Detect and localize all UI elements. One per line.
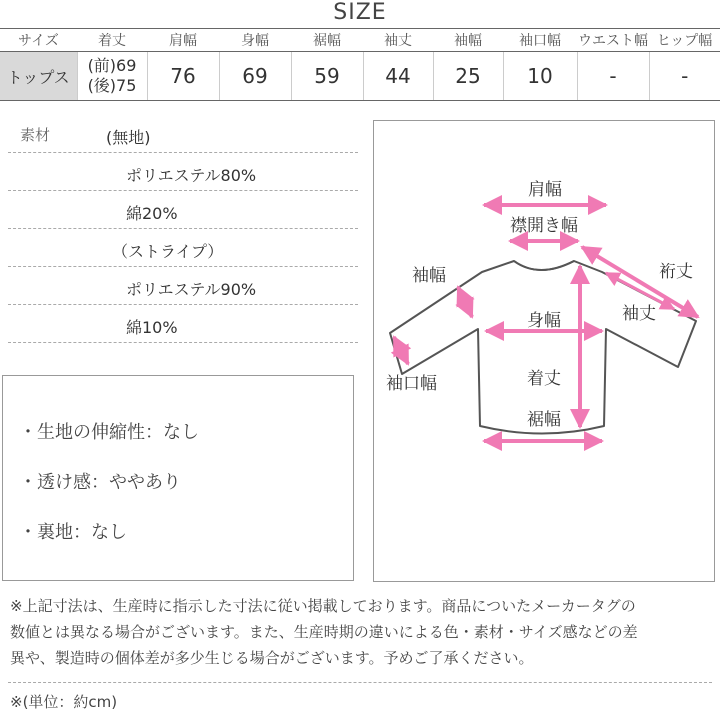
cell-waist: - <box>577 52 649 101</box>
cell-cuff: 10 <box>503 52 577 101</box>
header-sleeve-length: 袖丈 <box>363 29 433 52</box>
note-line: ※上記寸法は、生産時に指示した寸法に従い掲載しております。商品についたメーカータグの <box>10 597 636 615</box>
cell-body-width: 69 <box>219 52 291 101</box>
label-hem: 裾幅 <box>527 410 561 429</box>
label-shoulder: 肩幅 <box>528 180 562 199</box>
cell-sleeve-length: 44 <box>363 52 433 101</box>
material-line: ポリエステル90% <box>8 266 358 305</box>
cell-length <box>77 52 147 101</box>
note-line: 異や、製造時の個体差が多少生じる場合がございます。予めご了承ください。 <box>10 649 534 667</box>
feature-sheer: ・透け感：ややあり <box>19 472 181 493</box>
label-yuki: 裄丈 <box>659 262 693 281</box>
feature-lining: ・裏地：なし <box>19 522 127 543</box>
material-line: 綿20% <box>8 190 358 229</box>
header-length: 着丈 <box>77 29 147 52</box>
material-line: (無地) <box>8 114 358 153</box>
header-waist: ウエスト幅 <box>577 29 649 52</box>
header-size: サイズ <box>0 29 77 52</box>
material-line: 綿10% <box>8 304 358 343</box>
label-cuff: 袖口幅 <box>386 374 437 393</box>
divider <box>8 682 712 683</box>
table-row <box>0 52 720 101</box>
table-header-row <box>0 29 720 52</box>
label-sleeve-length: 袖丈 <box>622 304 656 323</box>
label-neck: 襟開き幅 <box>510 216 578 235</box>
unit-note: ※(単位：約cm) <box>10 693 118 711</box>
cell-hip: - <box>649 52 720 101</box>
cell-hem: 59 <box>291 52 363 101</box>
row-label: トップス <box>0 52 77 101</box>
features-box <box>2 375 354 581</box>
header-shoulder: 肩幅 <box>147 29 219 52</box>
material-line: （ストライプ） <box>8 228 358 267</box>
label-length: 着丈 <box>527 369 561 388</box>
garment-diagram <box>374 121 714 581</box>
note-line: 数値とは異なる場合がございます。また、生産時期の違いによる色・素材・サイズ感などの差 <box>10 623 638 641</box>
size-table <box>0 28 720 101</box>
header-hip: ヒップ幅 <box>649 29 720 52</box>
length-back: (後)75 <box>87 76 137 95</box>
diagram-box <box>373 120 715 582</box>
header-hem: 裾幅 <box>291 29 363 52</box>
length-front: (前)69 <box>87 56 137 75</box>
cell-shoulder: 76 <box>147 52 219 101</box>
material-line: ポリエステル80% <box>8 152 358 191</box>
label-body-width: 身幅 <box>527 311 561 330</box>
header-sleeve-width: 袖幅 <box>433 29 503 52</box>
feature-stretch: ・生地の伸縮性：なし <box>19 422 199 443</box>
header-body-width: 身幅 <box>219 29 291 52</box>
materials-label: 素材 <box>20 126 51 144</box>
page-title: SIZE <box>333 0 387 25</box>
header-cuff: 袖口幅 <box>503 29 577 52</box>
cell-sleeve-width: 25 <box>433 52 503 101</box>
label-sleeve-width: 袖幅 <box>412 266 446 285</box>
